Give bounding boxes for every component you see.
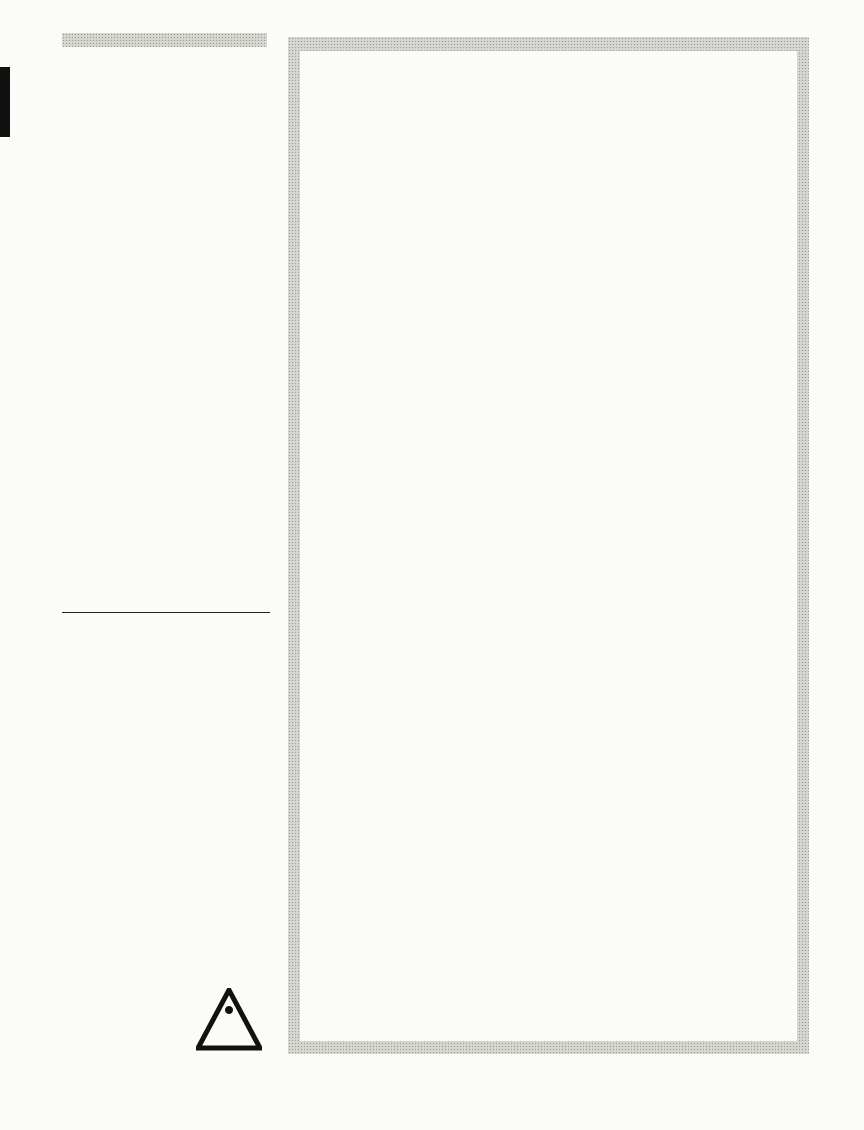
masthead-halftone-bar: [62, 33, 267, 47]
editorial-panel: [288, 37, 809, 1054]
editorial-box: [300, 51, 797, 1041]
ivw-logo-icon: [196, 988, 262, 1052]
publisher-rule: [62, 612, 270, 613]
column-1: [304, 71, 467, 79]
logo-bar: [0, 67, 10, 137]
